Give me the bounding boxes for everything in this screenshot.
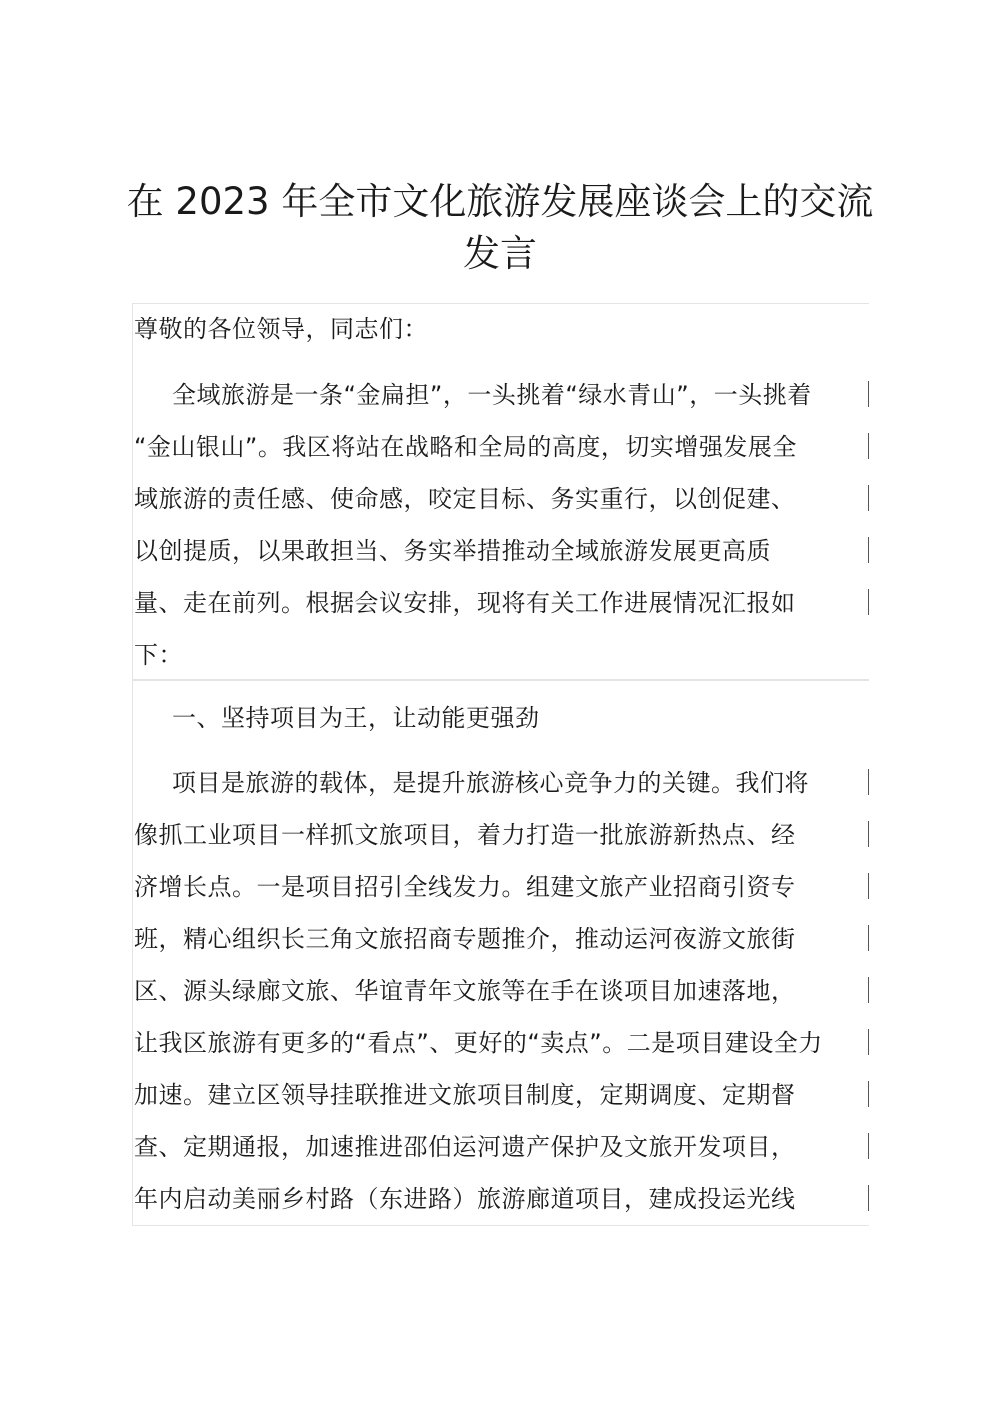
document-title-line-2: 发言 <box>463 232 537 275</box>
paragraph-2-line-3: 济增长点。一是项目招引全线发力。组建文旅产业招商引资专 <box>134 873 796 901</box>
line-end-marker <box>868 769 869 795</box>
line-end-marker <box>868 433 869 459</box>
paragraph-1-line-2: “金山银山”。我区将站在战略和全局的高度，切实增强发展全 <box>134 433 797 461</box>
greeting: 尊敬的各位领导，同志们： <box>134 315 428 343</box>
line-end-marker <box>868 537 869 563</box>
paragraph-2-line-6: 让我区旅游有更多的“看点”、更好的“卖点”。二是项目建设全力 <box>134 1029 823 1057</box>
paragraph-2-line-4: 班，精心组织长三角文旅招商专题推介，推动运河夜游文旅街 <box>134 925 796 953</box>
section-heading-1: 一、坚持项目为王，让动能更强劲 <box>172 704 540 732</box>
paragraph-2-line-1: 项目是旅游的载体，是提升旅游核心竞争力的关键。我们将 <box>172 769 809 797</box>
line-end-marker <box>868 873 869 899</box>
line-end-marker <box>868 1133 869 1159</box>
paragraph-1-line-6: 下： <box>134 641 183 669</box>
line-end-marker <box>868 821 869 847</box>
line-end-marker <box>868 485 869 511</box>
paragraph-1-line-5: 量、走在前列。根据会议安排，现将有关工作进展情况汇报如 <box>134 589 796 617</box>
line-end-marker <box>868 1185 869 1211</box>
line-end-marker <box>868 977 869 1003</box>
paragraph-2-line-9: 年内启动美丽乡村路（东进路）旅游廊道项目，建成投运光线 <box>134 1185 796 1213</box>
document-title-line-1: 在 2023 年全市文化旅游发展座谈会上的交流 <box>126 180 874 223</box>
paragraph-2-line-2: 像抓工业项目一样抓文旅项目，着力打造一批旅游新热点、经 <box>134 821 796 849</box>
line-end-marker <box>868 589 869 615</box>
paragraph-2-line-8: 查、定期通报，加速推进邵伯运河遗产保护及文旅开发项目， <box>134 1133 796 1161</box>
paragraph-1-line-4: 以创提质，以果敢担当、务实举措推动全域旅游发展更高质 <box>134 537 771 565</box>
line-end-marker <box>868 381 869 407</box>
paragraph-2-line-7: 加速。建立区领导挂联推进文旅项目制度，定期调度、定期督 <box>134 1081 796 1109</box>
line-end-marker <box>868 925 869 951</box>
paragraph-1-line-1: 全域旅游是一条“金扁担”，一头挑着“绿水青山”，一头挑着 <box>172 381 812 409</box>
line-end-marker <box>868 1081 869 1107</box>
line-end-marker <box>868 1029 869 1055</box>
paragraph-1-line-3: 域旅游的责任感、使命感，咬定目标、务实重行，以创促建、 <box>134 485 796 513</box>
paragraph-2-line-5: 区、源头绿廊文旅、华谊青年文旅等在手在谈项目加速落地， <box>134 977 796 1005</box>
